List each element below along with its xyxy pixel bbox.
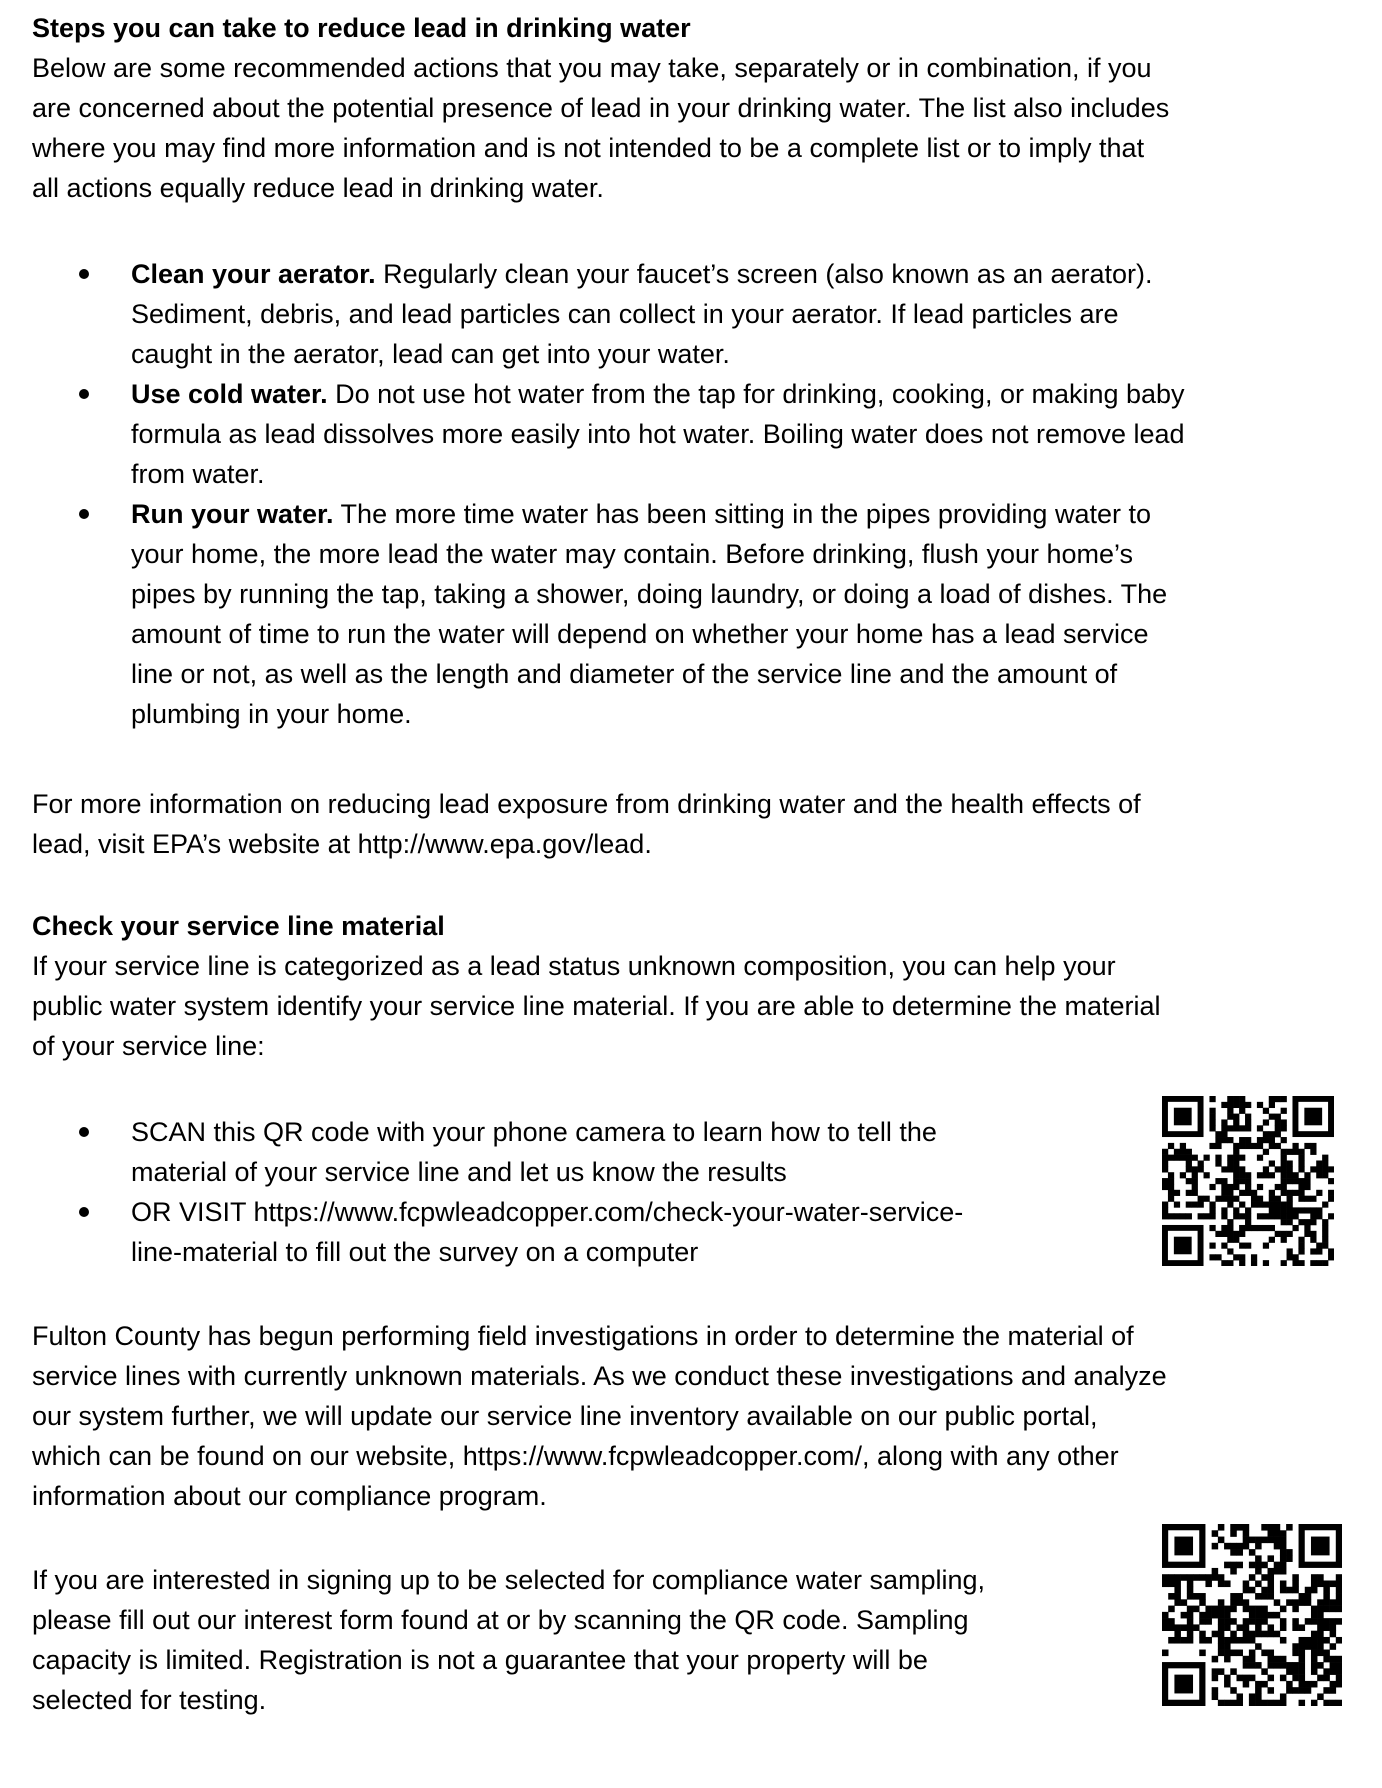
intro-line: public water system identify your service line material. If you are able to determine the material [32, 991, 1161, 1021]
bullet-text: Sediment, debris, and lead particles can collect in your aerator. If lead particles are [131, 299, 1119, 329]
bullet-title: Use cold water. [131, 379, 328, 409]
bullet-icon [79, 1207, 89, 1217]
field-investigations-paragraph [32, 1316, 1350, 1516]
service-line-qr-code[interactable] [1162, 1096, 1334, 1266]
bullet-text: pipes by running the tap, taking a shower, doing laundry, or doing a load of dishes. The [131, 579, 1168, 609]
list-item-visit-url [79, 1192, 1079, 1272]
list-item-run-water [79, 494, 1349, 734]
paragraph-line: capacity is limited. Registration is not a guarantee that your property will be [32, 1645, 928, 1675]
bullet-text: caught in the aerator, lead can get into your water. [131, 339, 730, 369]
intro-line: of your service line: [32, 1031, 265, 1061]
section-heading-reduce-lead: Steps you can take to reduce lead in drinking water [32, 13, 691, 43]
paragraph-line: service lines with currently unknown materials. As we conduct these investigations and analyze [32, 1361, 1167, 1391]
list-item-cold-water [79, 374, 1349, 494]
service-line-list [79, 1112, 1079, 1272]
intro-line: If your service line is categorized as a lead status unknown composition, you can help your [32, 951, 1116, 981]
sampling-paragraph [32, 1560, 1122, 1720]
list-item-scan-qr [79, 1112, 1079, 1192]
service-line-section [32, 906, 1350, 1066]
section-heading-service-line: Check your service line material [32, 911, 445, 941]
list-item-clean-aerator [79, 254, 1349, 374]
intro-line: where you may find more information and is not intended to be a complete list or to imply that [32, 133, 1145, 163]
bullet-icon [79, 389, 89, 399]
bullet-text: plumbing in your home. [131, 699, 412, 729]
bullet-text: SCAN this QR code with your phone camera to learn how to tell the [131, 1117, 937, 1147]
qr-code-icon [1162, 1096, 1334, 1266]
bullet-text: The more time water has been sitting in the pipes providing water to [333, 499, 1151, 529]
paragraph-line: lead, visit EPA’s website at http://www.epa.gov/lead. [32, 829, 652, 859]
paragraph-line: Fulton County has begun performing field investigations in order to determine the material of [32, 1321, 1134, 1351]
intro-line: are concerned about the potential presence of lead in your drinking water. The list also includes [32, 93, 1170, 123]
intro-line: Below are some recommended actions that you may take, separately or in combination, if you [32, 53, 1152, 83]
paragraph-line: For more information on reducing lead exposure from drinking water and the health effects of [32, 789, 1141, 819]
bullet-title: Clean your aerator. [131, 259, 376, 289]
paragraph-line: If you are interested in signing up to be selected for compliance water sampling, [32, 1565, 986, 1595]
bullet-text: amount of time to run the water will depend on whether your home has a lead service [131, 619, 1149, 649]
intro-section [32, 8, 1350, 208]
bullet-text: Regularly clean your faucet’s screen (also known as an aerator). [375, 259, 1153, 289]
epa-info-paragraph [32, 784, 1350, 864]
bullet-text: from water. [131, 459, 265, 489]
paragraph-line: selected for testing. [32, 1685, 267, 1715]
lead-reduction-list [79, 254, 1349, 734]
bullet-text: OR VISIT https://www.fcpwleadcopper.com/check-your-water-service- [131, 1197, 964, 1227]
paragraph-line: which can be found on our website, https://www.fcpwleadcopper.com/, along with any other [32, 1441, 1119, 1471]
qr-code-icon [1162, 1524, 1342, 1706]
bullet-text: your home, the more lead the water may contain. Before drinking, flush your home’s [131, 539, 1134, 569]
bullet-title: Run your water. [131, 499, 334, 529]
bullet-icon [79, 1127, 89, 1137]
bullet-text: line-material to fill out the survey on a computer [131, 1237, 699, 1267]
bullet-icon [79, 509, 89, 519]
paragraph-line: please fill out our interest form found at or by scanning the QR code. Sampling [32, 1605, 969, 1635]
bullet-text: material of your service line and let us know the results [131, 1157, 787, 1187]
sampling-interest-qr-code[interactable] [1162, 1524, 1342, 1706]
bullet-text: line or not, as well as the length and diameter of the service line and the amount of [131, 659, 1118, 689]
bullet-icon [79, 269, 89, 279]
intro-line: all actions equally reduce lead in drinking water. [32, 173, 604, 203]
paragraph-line: our system further, we will update our service line inventory available on our public portal, [32, 1401, 1098, 1431]
paragraph-line: information about our compliance program. [32, 1481, 547, 1511]
bullet-text: formula as lead dissolves more easily into hot water. Boiling water does not remove lead [131, 419, 1185, 449]
bullet-text: Do not use hot water from the tap for drinking, cooking, or making baby [327, 379, 1185, 409]
